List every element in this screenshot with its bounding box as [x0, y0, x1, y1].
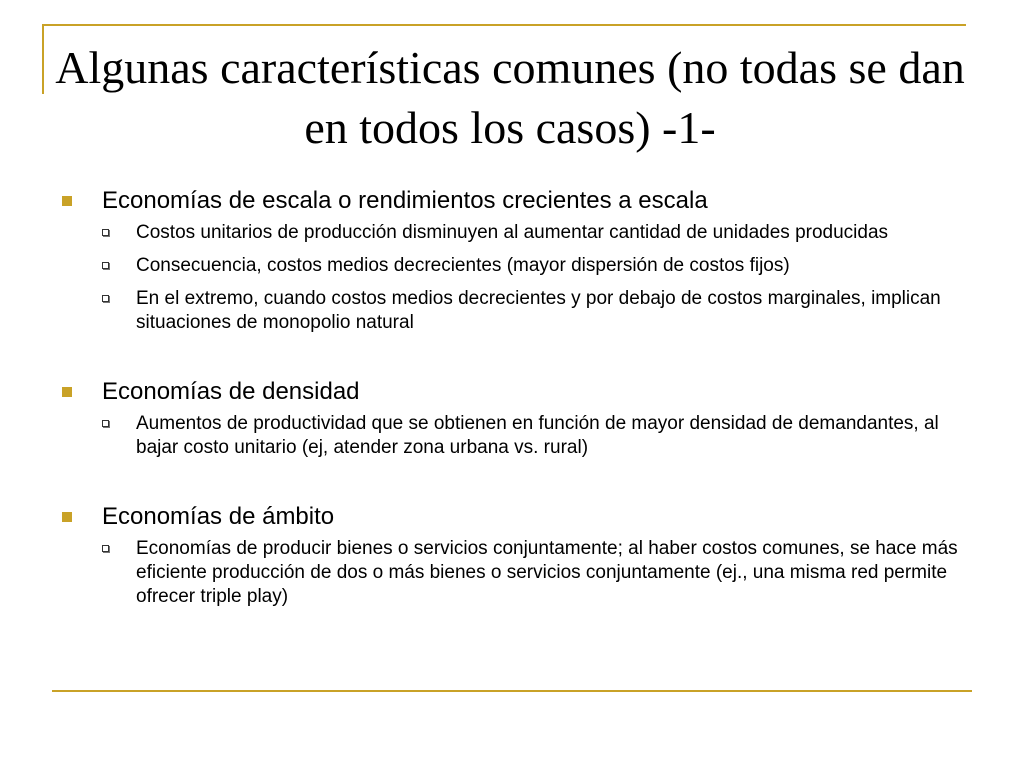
square-bullet-icon: [62, 387, 72, 397]
sub-bullet-text: Economías de producir bienes o servicios conjuntamente; al haber costos comunes, se hace más eficiente producción de dos o más bienes o servicios conjuntamente (ej., una misma red permite ofrecer triple play): [136, 538, 958, 607]
bullet-text: Economías de densidad: [102, 378, 360, 405]
sub-bullet: [62, 254, 962, 278]
sub-bullet: [62, 221, 962, 245]
hollow-square-bullet-icon: [102, 545, 109, 552]
sub-bullet: [62, 287, 962, 335]
slide-title: Algunas características comunes (no todas se dan en todos los casos) -1-: [55, 42, 965, 153]
sub-bullet-text: Aumentos de productividad que se obtienen en función de mayor densidad de demandantes, al bajar costo unitario (ej, atender zona urbana vs. rural): [136, 413, 939, 458]
sub-bullet-list: [62, 537, 962, 609]
hollow-square-bullet-icon: [102, 262, 109, 269]
bullet-economias-de-escala: [62, 186, 962, 216]
bottom-border-line: [52, 690, 972, 692]
hollow-square-bullet-icon: [102, 229, 109, 236]
bullet-text: Economías de escala o rendimientos crecientes a escala: [102, 187, 708, 214]
top-border-line: [42, 24, 966, 26]
square-bullet-icon: [62, 512, 72, 522]
bullet-economias-de-densidad: [62, 377, 962, 407]
sub-bullet-text: Consecuencia, costos medios decrecientes (mayor dispersión de costos fijos): [136, 255, 790, 276]
sub-bullet: [62, 537, 962, 609]
bullet-text: Economías de ámbito: [102, 503, 335, 530]
sub-bullet-list: [62, 221, 962, 335]
sub-bullet-text: Costos unitarios de producción disminuyen al aumentar cantidad de unidades producidas: [136, 222, 889, 243]
sub-bullet-text: En el extremo, cuando costos medios decrecientes y por debajo de costos marginales, implican situaciones de monopolio natural: [136, 288, 941, 333]
sub-bullet-list: [62, 412, 962, 460]
sub-bullet: [62, 412, 962, 460]
square-bullet-icon: [62, 196, 72, 206]
bullet-economias-de-ambito: [62, 502, 962, 532]
left-border-line: [42, 24, 44, 94]
hollow-square-bullet-icon: [102, 295, 109, 302]
hollow-square-bullet-icon: [102, 420, 109, 427]
bullet-list: [62, 186, 962, 618]
